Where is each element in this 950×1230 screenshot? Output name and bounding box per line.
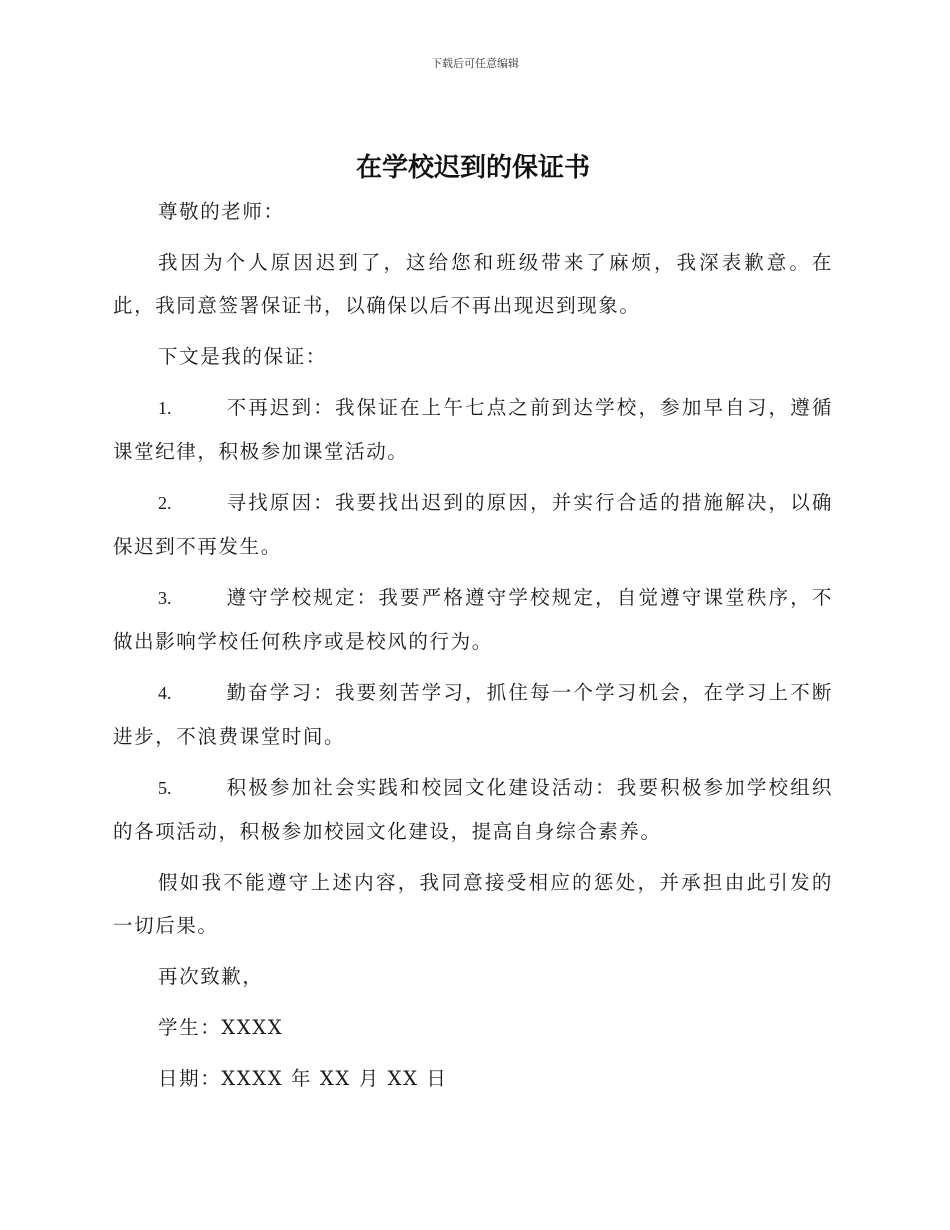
document-title: 在学校迟到的保证书 (355, 153, 590, 183)
list-item-number: 3. (158, 588, 172, 608)
list-item-text: 寻找原因：我要找出迟到的原因，并实行合适的措施解决，以确保迟到不再发生。 (113, 491, 833, 558)
list-item-number: 5. (158, 778, 172, 798)
consequence-paragraph: 假如我不能遵守上述内容，我同意接受相应的惩处，并承担由此引发的一切后果。 (113, 871, 833, 937)
list-item (113, 671, 833, 758)
list-intro: 下文是我的保证： (158, 345, 327, 368)
salutation: 尊敬的老师： (158, 200, 285, 223)
list-item-text: 不再迟到：我保证在上午七点之前到达学校，参加早自习，遵循课堂纪律，积极参加课堂活动。 (113, 396, 833, 463)
date-line: 日期：XXXX 年 XX 月 XX 日 (158, 1067, 448, 1090)
list-item-text: 积极参加社会实践和校园文化建设活动：我要积极参加学校组织的各项活动，积极参加校园文化建设，提高自身综合素养。 (113, 776, 833, 843)
page-header-note: 下载后可任意编辑 (431, 57, 519, 70)
closing-line: 再次致歉， (158, 965, 264, 988)
list-item (113, 766, 833, 853)
list-item-text: 遵守学校规定：我要严格遵守学校规定，自觉遵守课堂秩序，不做出影响学校任何秩序或是校风的行为。 (113, 586, 833, 653)
list-item-number: 2. (158, 493, 172, 513)
list-item (113, 481, 833, 568)
list-item-number: 4. (158, 683, 172, 703)
document-body (113, 148, 833, 1108)
list-item (113, 386, 833, 473)
list-item-number: 1. (158, 398, 172, 418)
list-item (113, 576, 833, 663)
intro-paragraph: 我因为个人原因迟到了，这给您和班级带来了麻烦，我深表歉意。在此，我同意签署保证书，以确保以后不再出现迟到现象。 (113, 251, 833, 317)
student-signature-line: 学生：XXXX (158, 1016, 284, 1039)
list-item-text: 勤奋学习：我要刻苦学习，抓住每一个学习机会，在学习上不断进步，不浪费课堂时间。 (113, 681, 833, 748)
